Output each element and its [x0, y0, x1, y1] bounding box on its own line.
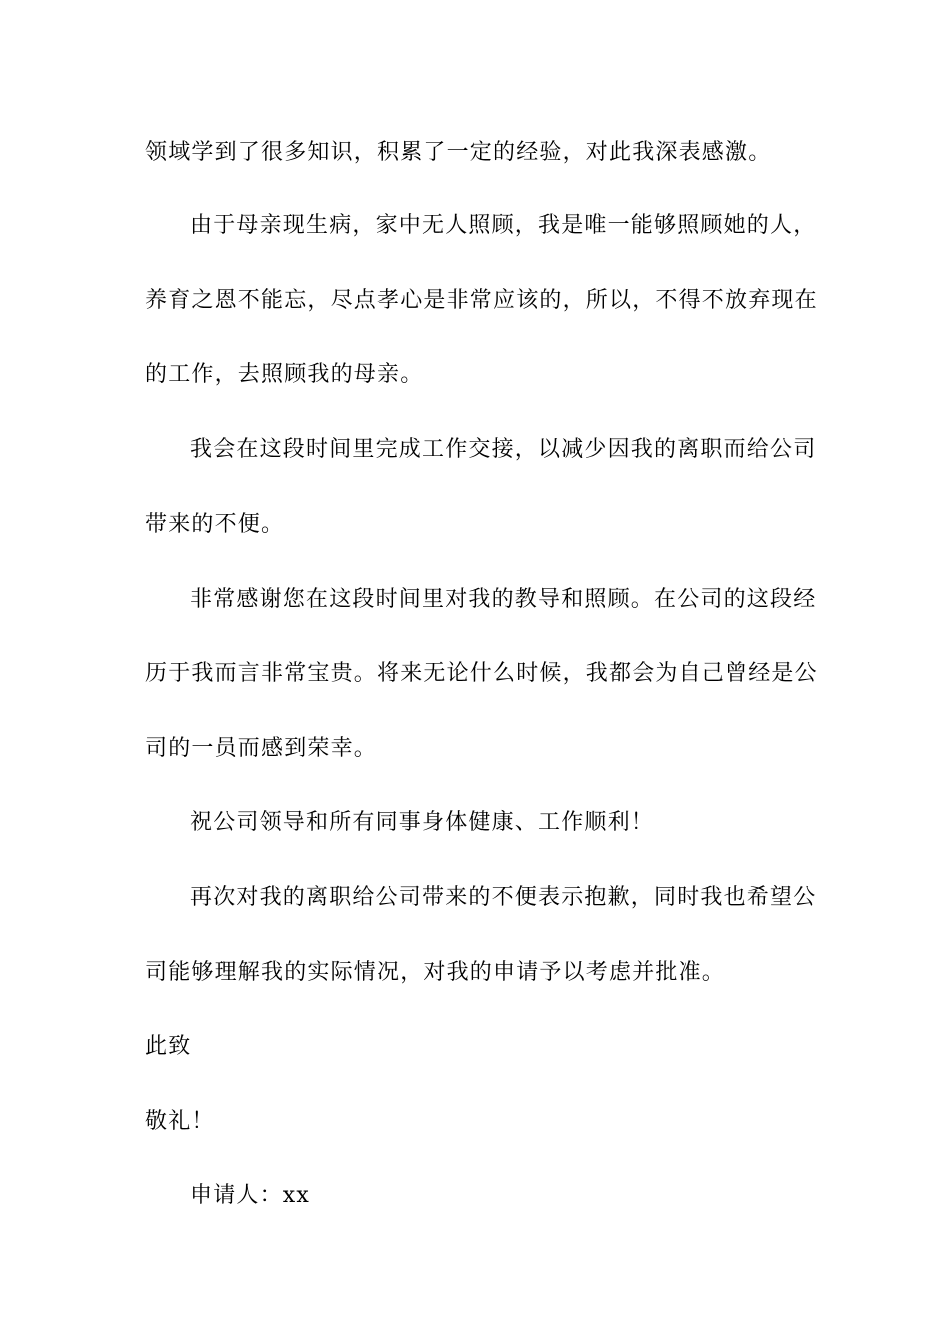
body-text-line: 祝公司领导和所有同事身体健康、工作顺利！	[190, 810, 655, 835]
body-text-line: 由于母亲现生病，家中无人照顾，我是唯一能够照顾她的人，	[190, 213, 817, 238]
body-text-line: 养育之恩不能忘，尽点孝心是非常应该的，所以，不得不放弃现在	[145, 288, 818, 313]
body-text-line: 的工作，去照顾我的母亲。	[145, 362, 424, 387]
closing-salutation: 此致	[145, 1034, 192, 1059]
body-text-line: 再次对我的离职给公司带来的不便表示抱歉，同时我也希望公	[190, 885, 817, 910]
body-text-line: 司的一员而感到荣幸。	[145, 736, 378, 761]
body-text-line: 历于我而言非常宝贵。将来无论什么时候，我都会为自己曾经是公	[145, 661, 818, 686]
body-text-line: 领域学到了很多知识，积累了一定的经验，对此我深表感激。	[145, 140, 772, 165]
closing-regards: 敬礼！	[145, 1109, 215, 1134]
body-text-line: 非常感谢您在这段时间里对我的教导和照顾。在公司的这段经	[190, 587, 817, 612]
body-text-line: 我会在这段时间里完成工作交接，以减少因我的离职而给公司	[190, 437, 817, 462]
applicant-signature: 申请人：xx	[190, 1183, 311, 1208]
body-text-line: 司能够理解我的实际情况，对我的申请予以考虑并批准。	[145, 960, 726, 985]
body-text-line: 带来的不便。	[145, 512, 285, 537]
